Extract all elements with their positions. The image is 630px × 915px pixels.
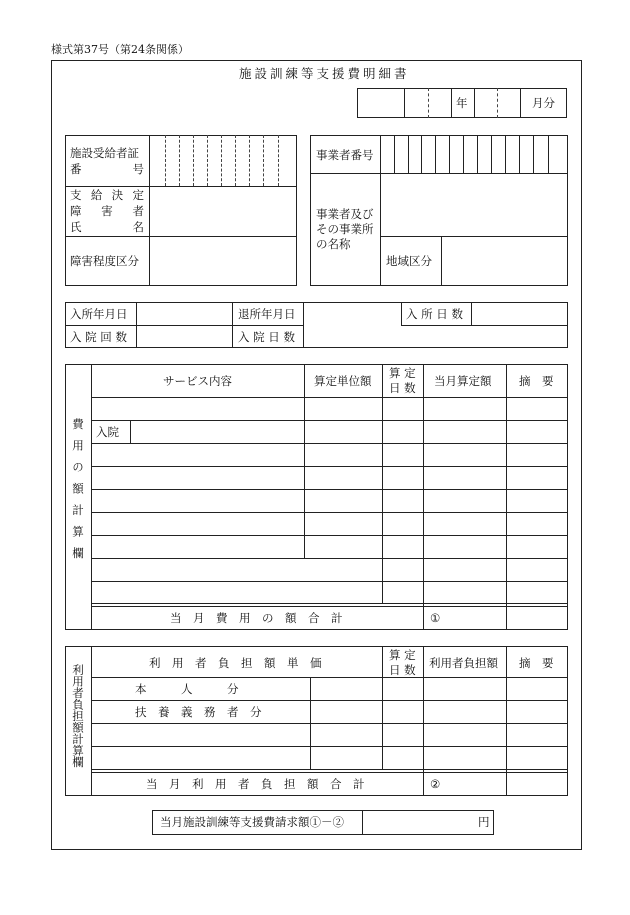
provider-number-label: 事業者番号 xyxy=(316,148,374,162)
region-label: 地域区分 xyxy=(386,254,432,268)
provider-name-label-1: 事業者及び xyxy=(316,207,374,221)
recipient-id-label: 施設受給者証 xyxy=(70,146,139,160)
burden-total-label: 当 月 利 用 者 負 担 額 合 計 xyxy=(146,777,365,791)
row-supporter: 扶 養 義 務 者 分 xyxy=(135,705,262,719)
cost-total-mark: ① xyxy=(430,611,441,625)
col-days-2: 日 数 xyxy=(389,381,416,395)
row-self: 本 人 分 xyxy=(135,682,239,696)
claim-unit: 円 xyxy=(478,815,490,829)
disabled-person-label: 障 害 者 xyxy=(70,204,144,218)
hospital-count-label: 入 院 回 数 xyxy=(70,330,127,344)
col-month-amount: 当月算定額 xyxy=(434,374,492,388)
col-service-content: サービス内容 xyxy=(163,374,232,388)
burden-col-remarks: 摘 要 xyxy=(519,656,554,670)
form-title: 施設訓練等支援費明細書 xyxy=(239,66,410,81)
disability-level-label: 障害程度区分 xyxy=(70,254,139,268)
cost-total-label: 当 月 費 用 の 額 合 計 xyxy=(170,611,343,625)
provider-name-label-3: の名称 xyxy=(316,237,351,251)
burden-col-days-1: 算 定 xyxy=(389,648,416,662)
col-days-1: 算 定 xyxy=(389,366,416,380)
year-label: 年 xyxy=(456,96,468,110)
col-remarks: 摘 要 xyxy=(519,374,554,388)
discharge-date-label: 退所年月日 xyxy=(238,307,296,321)
form-id: 様式第37号（第24条関係） xyxy=(51,43,189,56)
provider-name-label-2: その事業所 xyxy=(316,222,374,236)
col-user-burden: 利用者負担額 xyxy=(429,656,498,670)
burden-table-side-label: 利用者負担額計算欄 xyxy=(71,664,85,768)
month-label: 月分 xyxy=(532,96,555,110)
cost-table-side-label: 費用の額計算欄 xyxy=(71,418,85,569)
admission-days-label: 入 所 日 数 xyxy=(406,307,463,321)
claim-label: 当月施設訓練等支援費請求額①－② xyxy=(160,815,344,829)
burden-total-mark: ② xyxy=(430,777,441,791)
col-unit-price: 利 用 者 負 担 額 単 価 xyxy=(149,656,322,670)
name-label: 氏 名 xyxy=(70,220,144,234)
col-unit-amount: 算定単位額 xyxy=(314,374,372,388)
hospital-row-label: 入院 xyxy=(96,425,119,439)
hospital-days-label: 入 院 日 数 xyxy=(238,330,295,344)
recipient-id-label-2: 番 号 xyxy=(70,162,144,176)
burden-col-days-2: 日 数 xyxy=(389,663,416,677)
admission-date-label: 入所年月日 xyxy=(70,307,128,321)
decision-label: 支 給 決 定 xyxy=(70,188,144,202)
